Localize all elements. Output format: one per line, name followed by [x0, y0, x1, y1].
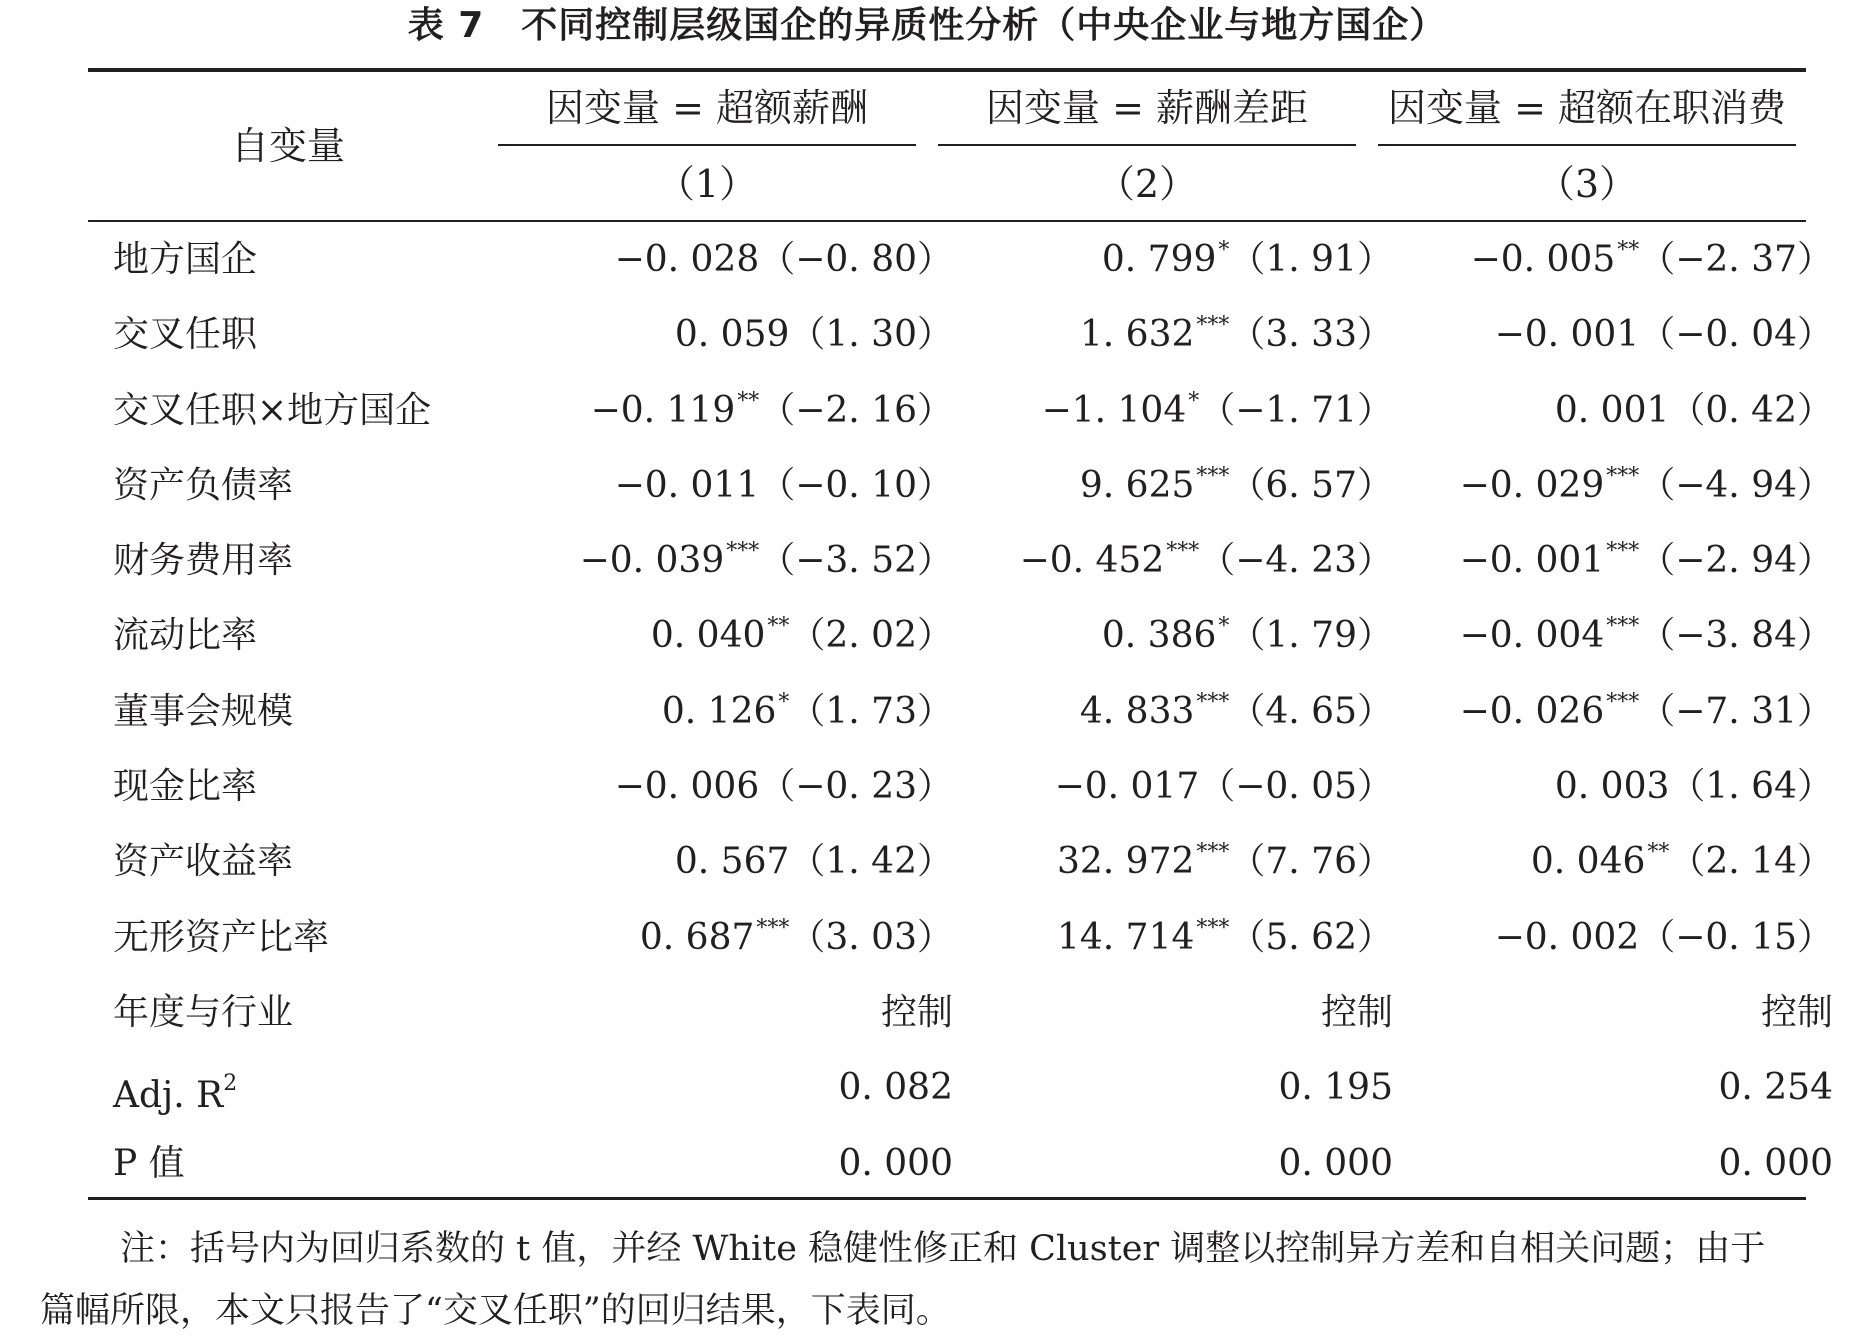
t-value: （7. 76）: [1229, 841, 1393, 883]
t-value: （−0. 15）: [1639, 916, 1833, 958]
cell-col-2: [1020, 523, 1393, 598]
row-label: [113, 297, 257, 372]
row-label-text: 地方国企: [113, 239, 258, 280]
row-label-text: 流动比率: [113, 615, 258, 657]
significance-stars: ***: [1606, 539, 1640, 565]
table-row: [88, 222, 1833, 297]
cell-col-3: [1718, 1126, 1833, 1201]
coefficient: −0. 452: [1019, 540, 1165, 582]
row-label: [113, 222, 257, 297]
cell-col-2: [1102, 222, 1393, 297]
row-label-text: 资产收益率: [113, 841, 294, 883]
cell-col-2: [1057, 824, 1393, 899]
cell-col-3: [1495, 900, 1833, 975]
coefficient: 0. 687: [639, 916, 755, 958]
t-value: （1. 64）: [1669, 766, 1833, 808]
cell-col-3: [1555, 749, 1833, 824]
significance-stars: *: [1188, 388, 1200, 414]
table-row: [88, 448, 1833, 523]
table-row: [88, 523, 1833, 598]
coefficient: 0. 000: [838, 1142, 953, 1184]
significance-stars: ***: [1606, 463, 1640, 489]
row-label: [113, 749, 257, 824]
table-body: [88, 222, 1833, 1201]
cell-col-1: [591, 373, 953, 448]
table-row: [88, 674, 1833, 749]
coefficient: −0. 011: [614, 464, 760, 506]
coefficient: 控制: [1760, 991, 1833, 1033]
t-value: （3. 33）: [1229, 314, 1393, 356]
cell-col-3: [1761, 975, 1833, 1050]
row-label: [113, 598, 257, 673]
coefficient: 0. 040: [650, 615, 766, 657]
header-group-2: 因变量 = 薪酬差距: [986, 86, 1308, 130]
t-value: （6. 57）: [1229, 464, 1393, 506]
cell-col-1: [662, 674, 953, 749]
coefficient: 1. 632: [1079, 314, 1195, 356]
coefficient: 0. 000: [1718, 1142, 1833, 1184]
cell-col-1: [675, 297, 953, 372]
coefficient: 0. 001: [1554, 389, 1670, 431]
top-rule: [88, 68, 1806, 72]
table-row: [88, 598, 1833, 673]
cell-col-1: [640, 900, 953, 975]
cell-col-3: [1460, 448, 1833, 523]
table-row: [88, 297, 1833, 372]
significance-stars: ***: [1166, 539, 1200, 565]
coefficient: −0. 029: [1459, 464, 1605, 506]
table-row: [88, 1050, 1833, 1125]
t-value: （−2. 37）: [1639, 239, 1833, 280]
t-value: （−3. 84）: [1639, 615, 1833, 657]
coefficient: −0. 002: [1494, 916, 1640, 958]
coefficient: −0. 017: [1054, 766, 1200, 808]
row-label-text: 交叉任职: [113, 314, 258, 356]
cell-col-2: [1102, 598, 1393, 673]
t-value: （1. 91）: [1229, 239, 1393, 280]
coefficient: 0. 082: [838, 1067, 953, 1109]
cell-col-2: [1321, 975, 1393, 1050]
coefficient: 0. 799: [1101, 239, 1217, 280]
cell-col-2: [1055, 749, 1393, 824]
t-value: （1. 73）: [789, 690, 953, 732]
cell-col-2: [1080, 448, 1393, 523]
cell-col-3: [1531, 824, 1833, 899]
row-label-text: P 值: [113, 1142, 185, 1184]
header-col-number-3: （3）: [1536, 162, 1638, 206]
header-underline-3: [1378, 144, 1796, 146]
t-value: （−0. 04）: [1639, 314, 1833, 356]
coefficient: −0. 001: [1494, 314, 1640, 356]
coefficient: −0. 039: [579, 540, 725, 582]
cell-col-3: [1460, 674, 1833, 749]
t-value: （−4. 23）: [1199, 540, 1393, 582]
coefficient: 0. 254: [1718, 1067, 1833, 1109]
row-label: [113, 523, 293, 598]
significance-stars: ***: [1196, 689, 1230, 715]
coefficient: 9. 625: [1079, 464, 1195, 506]
coefficient: 0. 126: [661, 690, 777, 732]
coefficient: −0. 004: [1459, 615, 1605, 657]
coefficient: −0. 006: [614, 766, 760, 808]
note-line-1: 注：括号内为回归系数的 t 值，并经 White 稳健性修正和 Cluster 调整以控制异方差和自相关问题；由于: [120, 1229, 1766, 1269]
coefficient: 4. 833: [1079, 690, 1195, 732]
t-value: （−4. 94）: [1639, 464, 1833, 506]
coefficient: −0. 028: [614, 239, 760, 280]
t-value: （−3. 52）: [759, 540, 953, 582]
significance-stars: ***: [1606, 689, 1640, 715]
table-row: [88, 749, 1833, 824]
significance-stars: ***: [726, 539, 760, 565]
t-value: （4. 65）: [1229, 690, 1393, 732]
t-value: （1. 42）: [789, 841, 953, 883]
t-value: （−2. 16）: [759, 389, 953, 431]
coefficient: 32. 972: [1056, 841, 1195, 883]
significance-stars: ***: [1196, 915, 1230, 941]
t-value: （1. 79）: [1229, 615, 1393, 657]
coefficient: 14. 714: [1056, 916, 1195, 958]
header-group-1: 因变量 = 超额薪酬: [546, 86, 868, 130]
table-row: [88, 1126, 1833, 1201]
coefficient: −0. 026: [1459, 690, 1605, 732]
coefficient: 控制: [1320, 991, 1393, 1033]
t-value: （0. 42）: [1669, 389, 1833, 431]
header-col-number-1: （1）: [656, 162, 758, 206]
t-value: （5. 62）: [1229, 916, 1393, 958]
cell-col-2: [1278, 1050, 1393, 1125]
cell-col-3: [1555, 373, 1833, 448]
table-row: [88, 824, 1833, 899]
row-label: [113, 824, 293, 899]
cell-col-1: [615, 222, 953, 297]
coefficient: −0. 005: [1470, 239, 1616, 280]
cell-col-3: [1471, 222, 1833, 297]
row-label-text: 无形资产比率: [113, 916, 330, 958]
coefficient: 0. 195: [1278, 1067, 1393, 1109]
cell-col-1: [615, 749, 953, 824]
row-label: [113, 674, 293, 749]
table-title: 表 7 不同控制层级国企的异质性分析（中央企业与地方国企）: [407, 5, 1447, 46]
coefficient: −1. 104: [1041, 389, 1187, 431]
row-label: [113, 1050, 237, 1125]
coefficient: −0. 001: [1459, 540, 1605, 582]
superscript: 2: [223, 1071, 238, 1097]
row-label-text: 现金比率: [113, 766, 258, 808]
cell-col-1: [580, 523, 953, 598]
coefficient: 0. 000: [1278, 1142, 1393, 1184]
cell-col-2: [1042, 373, 1393, 448]
t-value: （−7. 31）: [1639, 690, 1833, 732]
cell-col-2: [1278, 1126, 1393, 1201]
header-col-number-2: （2）: [1096, 162, 1198, 206]
header-underline-1: [498, 144, 916, 146]
table-note: [40, 1218, 1850, 1342]
coefficient: 0. 567: [674, 841, 790, 883]
coefficient: 0. 386: [1101, 615, 1217, 657]
cell-col-3: [1495, 297, 1833, 372]
header-underline-2: [938, 144, 1356, 146]
significance-stars: ***: [1196, 840, 1230, 866]
cell-col-1: [651, 598, 953, 673]
row-label-text: 董事会规模: [113, 690, 294, 732]
row-label-text: 资产负债率: [113, 464, 294, 506]
significance-stars: *: [1218, 614, 1230, 640]
cell-col-3: [1460, 598, 1833, 673]
row-label-text: 交叉任职×地方国企: [113, 389, 432, 431]
t-value: （−2. 94）: [1639, 540, 1833, 582]
row-label-text: Adj. R: [113, 1075, 224, 1117]
significance-stars: ***: [1196, 313, 1230, 339]
table-row: [88, 373, 1833, 448]
header-group-3: 因变量 = 超额在职消费: [1388, 86, 1786, 130]
t-value: （−1. 71）: [1199, 389, 1393, 431]
cell-col-3: [1460, 523, 1833, 598]
significance-stars: ***: [756, 915, 790, 941]
t-value: （−0. 23）: [759, 766, 953, 808]
t-value: （−0. 80）: [759, 239, 953, 280]
significance-stars: ***: [1196, 463, 1230, 489]
row-label: [113, 448, 293, 523]
cell-col-1: [838, 1050, 953, 1125]
cell-col-1: [838, 1126, 953, 1201]
row-label-text: 财务费用率: [113, 540, 294, 582]
cell-col-2: [1057, 900, 1393, 975]
cell-col-2: [1080, 297, 1393, 372]
t-value: （−0. 05）: [1199, 766, 1393, 808]
cell-col-1: [881, 975, 953, 1050]
significance-stars: **: [737, 388, 760, 414]
row-label: [113, 900, 329, 975]
table-row: [88, 900, 1833, 975]
row-label: [113, 975, 293, 1050]
coefficient: −0. 119: [590, 389, 736, 431]
significance-stars: ***: [1606, 614, 1640, 640]
table-row: [88, 975, 1833, 1050]
significance-stars: **: [1617, 238, 1640, 263]
header-independent-variable: 自变量: [230, 124, 345, 168]
t-value: （3. 03）: [789, 916, 953, 958]
significance-stars: *: [778, 689, 790, 715]
row-label-text: 年度与行业: [113, 991, 294, 1033]
note-line-2: 篇幅所限，本文只报告了“交叉任职”的回归结果，下表同。: [40, 1291, 951, 1331]
t-value: （−0. 10）: [759, 464, 953, 506]
significance-stars: *: [1218, 238, 1230, 263]
significance-stars: **: [1647, 840, 1670, 866]
bottom-rule: [88, 1197, 1806, 1200]
coefficient: 控制: [880, 991, 953, 1033]
coefficient: 0. 059: [674, 314, 790, 356]
coefficient: 0. 046: [1530, 841, 1646, 883]
cell-col-3: [1718, 1050, 1833, 1125]
cell-col-1: [675, 824, 953, 899]
t-value: （1. 30）: [789, 314, 953, 356]
row-label: [113, 1126, 185, 1201]
t-value: （2. 02）: [789, 615, 953, 657]
cell-col-2: [1080, 674, 1393, 749]
row-label: [113, 373, 431, 448]
coefficient: 0. 003: [1554, 766, 1670, 808]
cell-col-1: [615, 448, 953, 523]
t-value: （2. 14）: [1669, 841, 1833, 883]
significance-stars: **: [767, 614, 790, 640]
